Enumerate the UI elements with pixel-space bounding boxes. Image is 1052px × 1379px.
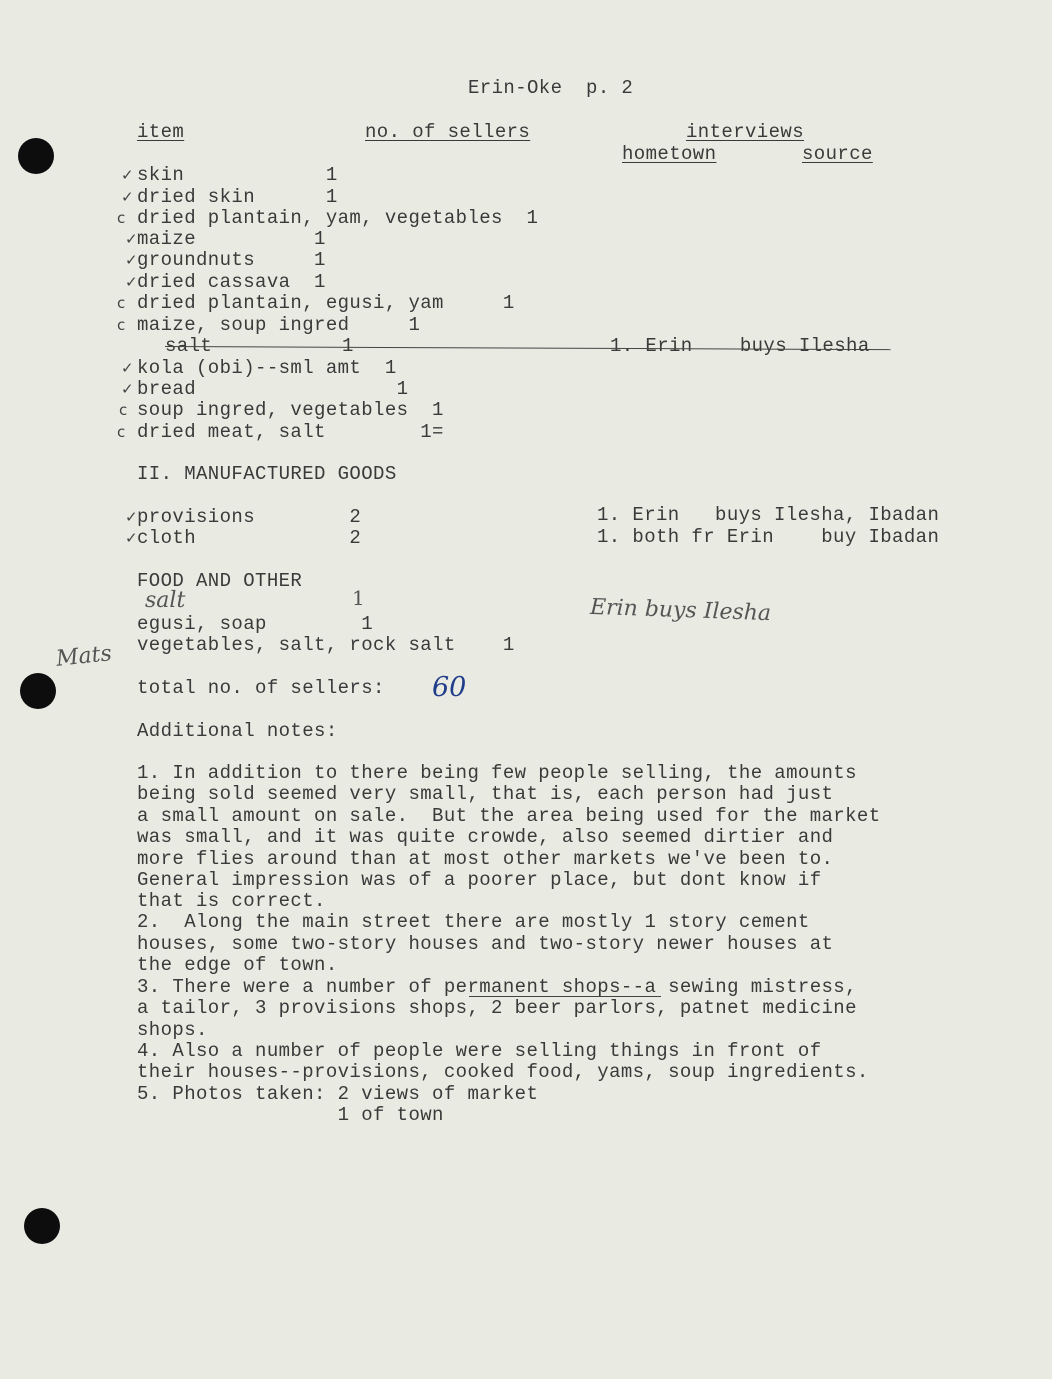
- list-item: dried meat, salt 1=: [137, 421, 444, 443]
- item-mark: ✓: [121, 166, 134, 184]
- list-item: vegetables, salt, rock salt 1: [137, 634, 515, 656]
- section-title-food-other: FOOD AND OTHER: [137, 570, 303, 592]
- item-mark: ✓: [121, 188, 134, 206]
- column-header-item: item: [137, 121, 185, 143]
- item-mark: ✓: [121, 380, 134, 398]
- note-line: houses, some two-story houses and two-story newer houses at: [137, 933, 834, 955]
- note-line: 4. Also a number of people were selling things in front of: [137, 1040, 822, 1062]
- notes-heading: Additional notes:: [137, 720, 338, 742]
- list-item: dried plantain, yam, vegetables 1: [137, 207, 539, 229]
- item-mark: ✓: [121, 359, 134, 377]
- list-item: skin 1: [137, 164, 338, 186]
- note-line: being sold seemed very small, that is, each person had just: [137, 783, 834, 805]
- handwritten-salt: salt: [145, 588, 186, 613]
- note-line: 2. Along the main street there are mostly 1 story cement: [137, 911, 810, 933]
- note-line: more flies around than at most other markets we've been to.: [137, 848, 834, 870]
- punch-hole-bottom: [24, 1208, 60, 1244]
- note-line: a small amount on sale. But the area being used for the market: [137, 805, 881, 827]
- column-header-sellers: no. of sellers: [365, 121, 531, 143]
- item-mark: ✓: [125, 230, 138, 248]
- page-title: Erin-Oke p. 2: [468, 77, 634, 99]
- handwritten-salt-count: 1: [352, 586, 365, 610]
- list-item: kola (obi)--sml amt 1: [137, 357, 397, 379]
- list-item: groundnuts 1: [137, 249, 326, 271]
- section-title-manufactured: II. MANUFACTURED GOODS: [137, 463, 397, 485]
- note-line: a tailor, 3 provisions shops, 2 beer parlors, patnet medicine: [137, 997, 857, 1019]
- note-line: 3. There were a number of permanent shops--a sewing mistress,: [137, 976, 857, 998]
- interview-note: 1. both fr Erin buy Ibadan: [597, 526, 940, 548]
- note-line: 1 of town: [137, 1104, 444, 1126]
- list-item: soup ingred, vegetables 1: [137, 399, 444, 421]
- punch-hole-middle: [20, 673, 56, 709]
- item-mark: c: [117, 294, 126, 312]
- note-line: shops.: [137, 1019, 208, 1041]
- list-item: cloth 2: [137, 527, 362, 549]
- note-line: the edge of town.: [137, 954, 338, 976]
- permanent-shops-underline: [469, 996, 661, 997]
- list-item: dried cassava 1: [137, 271, 326, 293]
- item-mark: ✓: [125, 529, 138, 547]
- list-item: maize, soup ingred 1: [137, 314, 421, 336]
- note-line: was small, and it was quite crowde, also seemed dirtier and: [137, 826, 834, 848]
- list-item: dried skin 1: [137, 186, 338, 208]
- note-line: 5. Photos taken: 2 views of market: [137, 1083, 539, 1105]
- list-item: bread 1: [137, 378, 409, 400]
- handwritten-margin-note: Mats: [54, 641, 113, 672]
- interview-note: 1. Erin buys Ilesha, Ibadan: [597, 504, 940, 526]
- item-mark: ✓: [125, 251, 138, 269]
- list-item: egusi, soap 1: [137, 613, 374, 635]
- note-line: 1. In addition to there being few people selling, the amounts: [137, 762, 857, 784]
- note-line: their houses--provisions, cooked food, yams, soup ingredients.: [137, 1061, 869, 1083]
- total-sellers-value: 60: [432, 672, 467, 703]
- item-mark: c: [119, 401, 128, 419]
- punch-hole-top: [18, 138, 54, 174]
- item-mark: ✓: [125, 508, 138, 526]
- item-mark: ✓: [125, 273, 138, 291]
- list-item: maize 1: [137, 228, 326, 250]
- note-line: that is correct.: [137, 890, 326, 912]
- item-mark: c: [117, 209, 126, 227]
- list-item: provisions 2: [137, 506, 362, 528]
- item-mark: c: [117, 423, 126, 441]
- salt-interview: 1. Erin buys Ilesha: [610, 335, 870, 357]
- item-mark: c: [117, 316, 126, 334]
- list-item-struck: salt 1: [165, 335, 354, 357]
- column-header-hometown: hometown: [622, 143, 717, 165]
- total-sellers-label: total no. of sellers:: [137, 677, 385, 699]
- handwritten-source-note: Erin buys Ilesha: [589, 594, 772, 627]
- list-item: dried plantain, egusi, yam 1: [137, 292, 515, 314]
- column-header-interviews: interviews: [686, 121, 805, 143]
- column-header-source: source: [802, 143, 873, 165]
- note-line: General impression was of a poorer place, but dont know if: [137, 869, 822, 891]
